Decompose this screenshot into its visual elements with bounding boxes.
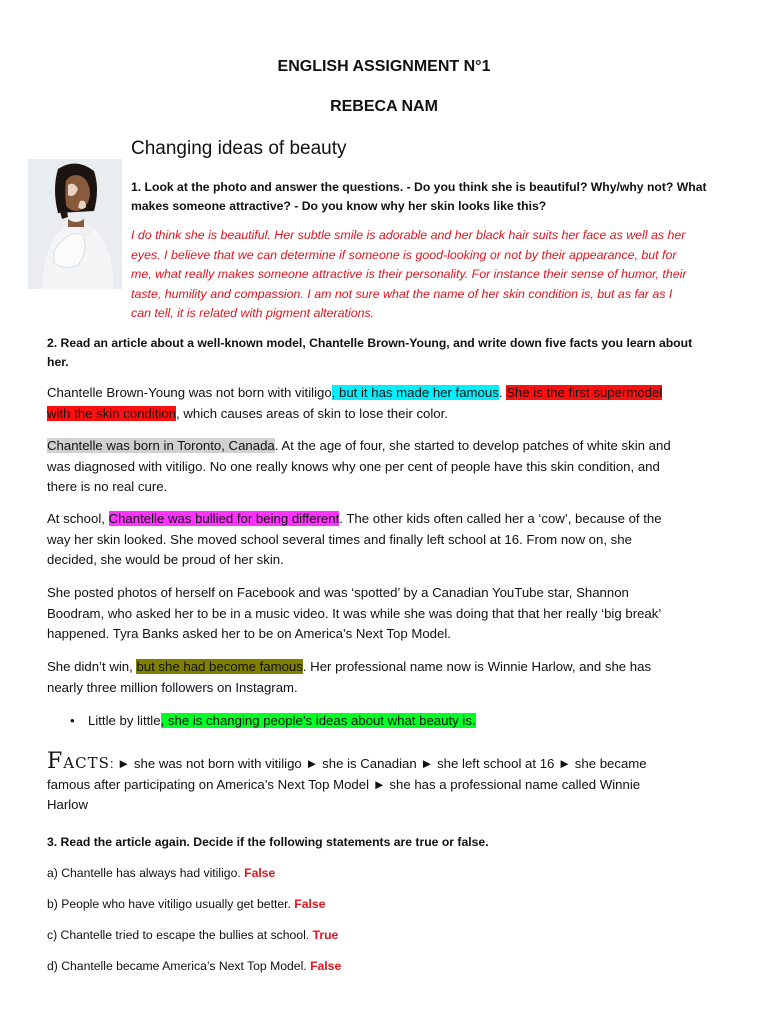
text-run: Little by little — [88, 713, 161, 728]
text-run: . Her professional name now is Winnie Harlow, and she has — [302, 659, 652, 674]
statement-answer: False — [244, 866, 276, 880]
bullet-item — [70, 711, 476, 732]
section-title: Changing ideas of beauty — [131, 138, 347, 159]
student-name: REBECA NAM — [330, 98, 438, 115]
answer-1-line: I do think she is beautiful. Her subtle smile is adorable and her black hair suits her face as well as her — [131, 228, 686, 242]
text-line: decided, she would be proud of her skin. — [47, 552, 284, 567]
text-run: Chantelle Brown-Young was not born with vitiligo — [47, 385, 332, 400]
text-line: She posted photos of herself on Facebook and was ‘spotted’ by a Canadian YouTube star, Shannon — [47, 585, 629, 600]
facts-line: : ► she was not born with vitiligo ► she is Canadian ► she left school at 16 ► she became — [109, 756, 647, 771]
highlight-pink: Chantelle was bullied for being different — [108, 511, 340, 526]
answer-1-line: can tell, it is related with pigment alterations. — [131, 306, 375, 320]
question-2 — [47, 334, 692, 372]
bullet-dot-icon: • — [70, 713, 75, 728]
statement-text: c) Chantelle tried to escape the bullies at school. — [47, 928, 313, 942]
article-paragraph-3 — [47, 509, 737, 571]
text-run: She didn’t win, — [47, 659, 137, 674]
statement-answer: True — [312, 928, 339, 942]
statement-answer: False — [294, 897, 326, 911]
text-run: , which causes areas of skin to lose their color. — [176, 405, 448, 421]
text-line: happened. Tyra Banks asked her to be on America’s Next Top Model. — [47, 626, 451, 641]
highlight-green: , she is changing people’s ideas about what beauty is. — [160, 713, 476, 728]
highlight-cyan: , but it has made her famous — [331, 385, 499, 400]
statement-d — [47, 959, 341, 973]
facts-label: Facts — [47, 749, 110, 774]
answer-1-line: taste, humility and compassion. I am not sure what the name of her skin condition is, but as far as I — [131, 286, 673, 301]
article-paragraph-2 — [47, 436, 737, 498]
answer-1-line: eyes. I believe that we can determine if someone is good-looking or not by their appearance, but for — [131, 247, 677, 262]
highlight-red: with the skin condition — [47, 405, 177, 421]
highlight-olive: but she had become famous — [136, 659, 303, 674]
text-run: . — [498, 385, 507, 400]
facts-line: Harlow — [47, 797, 89, 812]
question-1 — [131, 178, 707, 216]
facts-section — [47, 749, 747, 816]
assignment-title: ENGLISH ASSIGNMENT N°1 — [277, 58, 491, 75]
text-line: there is no real cure. — [47, 479, 168, 494]
question-1-line: 1. Look at the photo and answer the questions. - Do you think she is beautiful? Why/why not? What — [131, 180, 707, 194]
statement-a — [47, 866, 275, 880]
statement-text: b) People who have vitiligo usually get better. — [47, 897, 295, 911]
text-line: was diagnosed with vitiligo. No one really knows why one per cent of people have this skin condition, and — [47, 458, 660, 474]
question-3: 3. Read the article again. Decide if the following statements are true or false. — [47, 835, 489, 849]
question-2-line: her. — [47, 355, 69, 369]
article-paragraph-1 — [47, 383, 727, 424]
statement-b — [47, 897, 325, 911]
facts-line: famous after participating on America’s Next Top Model ► she has a professional name called Winnie — [47, 776, 641, 792]
article-paragraph-4 — [47, 583, 737, 645]
text-line: Boodram, who asked her to be in a music video. It was while she was doing that that her really ‘big break’ — [47, 605, 662, 621]
text-line: nearly three million followers on Instagram. — [47, 679, 298, 695]
answer-1 — [131, 226, 687, 324]
article-paragraph-5 — [47, 657, 737, 698]
statement-text: a) Chantelle has always had vitiligo. — [47, 866, 245, 880]
text-line: way her skin looked. She moved school several times and finally left school at 16. From now on, she — [47, 531, 632, 547]
statement-c — [47, 928, 338, 942]
answer-1-line: me, what really makes someone attractive is their personality. For instance their sense of humor, their — [131, 267, 687, 281]
text-run: At school, — [47, 511, 109, 526]
highlight-red: She is the first supermodel — [506, 385, 663, 400]
statement-text: d) Chantelle became America’s Next Top Model. — [47, 959, 311, 973]
model-photo — [28, 159, 122, 289]
text-run: . The other kids often called her a ‘cow’, because of the — [339, 511, 662, 526]
portrait-illustration — [28, 159, 122, 289]
question-2-line: 2. Read an article about a well-known model, Chantelle Brown-Young, and write down five facts you learn about — [47, 336, 693, 350]
statement-answer: False — [310, 959, 342, 973]
highlight-gray: Chantelle was born in Toronto, Canada — [47, 438, 275, 453]
question-1-line: makes someone attractive? - Do you know why her skin looks like this? — [131, 199, 547, 213]
text-run: . At the age of four, she started to develop patches of white skin and — [274, 438, 671, 453]
